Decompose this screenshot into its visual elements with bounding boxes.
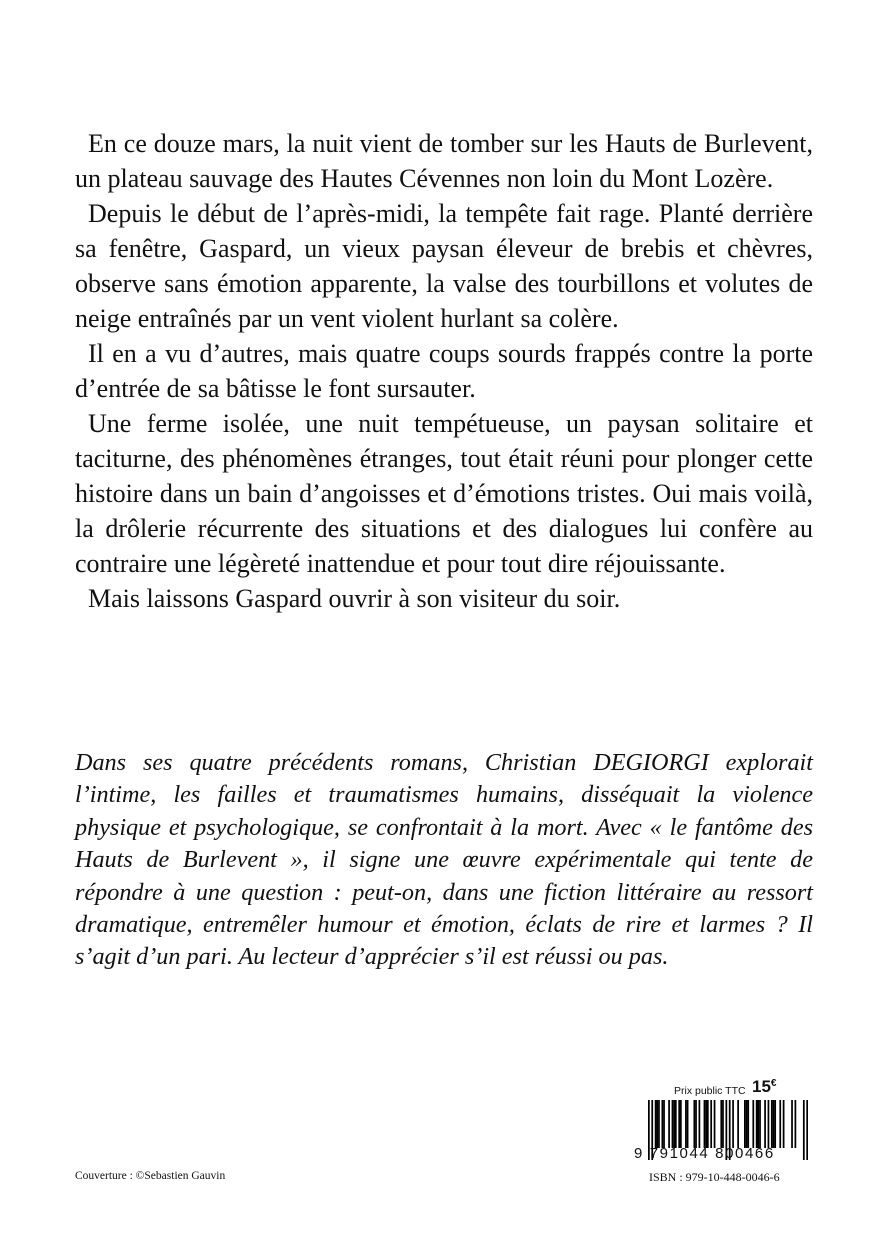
barcode-bar [714, 1100, 716, 1148]
barcode-bar [707, 1100, 709, 1148]
barcode-bar [704, 1100, 706, 1148]
barcode-bar [773, 1100, 775, 1148]
barcode-bar [668, 1100, 670, 1148]
author-blurb-text: Dans ses quatre précédents romans, Christian DEGIORGI explorait l’intime, les failles et traumatismes humains, disséquait la violence physique et psychologique, se confrontait à la mort. Avec « le fantôme des Hauts de Burlevent », il signe une œuvre expérimentale qui tente de répondre à une question : peut-on, dans une fiction littéraire au ressort dramatique, entremêler humour et émotion, éclats de rire et larmes ? Il s’agit d’un pari. Au lecteur d’apprécier s’il est réussi ou pas. [75, 749, 813, 971]
barcode-bar [747, 1100, 749, 1148]
barcode-bar [746, 1100, 748, 1148]
barcode-bar [756, 1100, 758, 1148]
barcode-bar [673, 1100, 675, 1148]
barcode-bar [699, 1100, 701, 1148]
barcode-bar [732, 1100, 734, 1148]
barcode-bar [795, 1100, 797, 1148]
synopsis-paragraph: Depuis le début de l’après-midi, la tempête fait rage. Planté derrière sa fenêtre, Gaspard, un vieux paysan éleveur de brebis et chèvres, observe sans émotion apparente, la valse des tourbillons et volutes de neige entraînés par un vent violent hurlant sa colère. [75, 199, 813, 333]
barcode-bar [737, 1100, 739, 1148]
barcode-bar [722, 1100, 724, 1148]
barcode-bar [744, 1100, 746, 1148]
barcode-bar [705, 1100, 707, 1148]
barcode-bar [774, 1100, 776, 1148]
isbn: ISBN : 979-10-448-0046-6 [649, 1170, 780, 1184]
barcode-bar [783, 1100, 785, 1148]
barcode-bar [779, 1100, 781, 1148]
barcode-bar [675, 1100, 677, 1148]
barcode-bar [720, 1100, 722, 1148]
barcode-digits: 9 791044 800466 [634, 1145, 775, 1162]
barcode-bar [759, 1100, 761, 1148]
cover-credit: Couverture : ©Sebastien Gauvin [75, 1170, 226, 1182]
price-label: Prix public TTC [674, 1085, 746, 1097]
price-value [752, 1077, 776, 1097]
barcode-bar [693, 1100, 695, 1148]
barcode-bar [752, 1100, 754, 1148]
barcode-bar [655, 1100, 657, 1148]
barcode-bar [656, 1100, 658, 1148]
price-line [672, 1078, 812, 1098]
barcode-bar [658, 1100, 660, 1148]
barcode-bar [685, 1100, 687, 1148]
barcode-bar [687, 1100, 689, 1148]
synopsis-paragraph: Mais laissons Gaspard ouvrir à son visiteur du soir. [88, 584, 621, 613]
barcode-bar [710, 1100, 712, 1148]
barcode-bar [757, 1100, 759, 1148]
barcode-bar [695, 1100, 697, 1148]
author-blurb [75, 747, 813, 974]
barcode-bar [771, 1100, 773, 1148]
price-currency: € [770, 1078, 777, 1089]
synopsis-paragraph: Une ferme isolée, une nuit tempétueuse, un paysan solitaire et taciturne, des phénomènes étranges, tout était réuni pour plonger cette histoire dans un bain d’angoisses et d’émotions tristes. Oui mais voilà, la drôlerie récurrente des situations et des dialogues lui confère au contraire une légèreté inattendue et pour tout dire réjouissante. [75, 409, 813, 578]
barcode-bar [663, 1100, 665, 1148]
barcode-bar [791, 1100, 793, 1148]
barcode-bar [768, 1100, 770, 1148]
barcode-bar [672, 1100, 674, 1148]
synopsis-paragraph: Il en a vu d’autres, mais quatre coups sourds frappés contre la porte d’entrée de sa bâtisse le font sursauter. [75, 339, 813, 403]
barcode-bar [661, 1100, 663, 1148]
barcode-bar [764, 1100, 766, 1148]
barcode-bar [678, 1100, 680, 1148]
price-amount: 15 [752, 1077, 771, 1096]
synopsis-paragraph: En ce douze mars, la nuit vient de tomber sur les Hauts de Burlevent, un plateau sauvage des Hautes Cévennes non loin du Mont Lozère. [75, 129, 813, 193]
barcode-bar [680, 1100, 682, 1148]
synopsis [75, 126, 813, 616]
